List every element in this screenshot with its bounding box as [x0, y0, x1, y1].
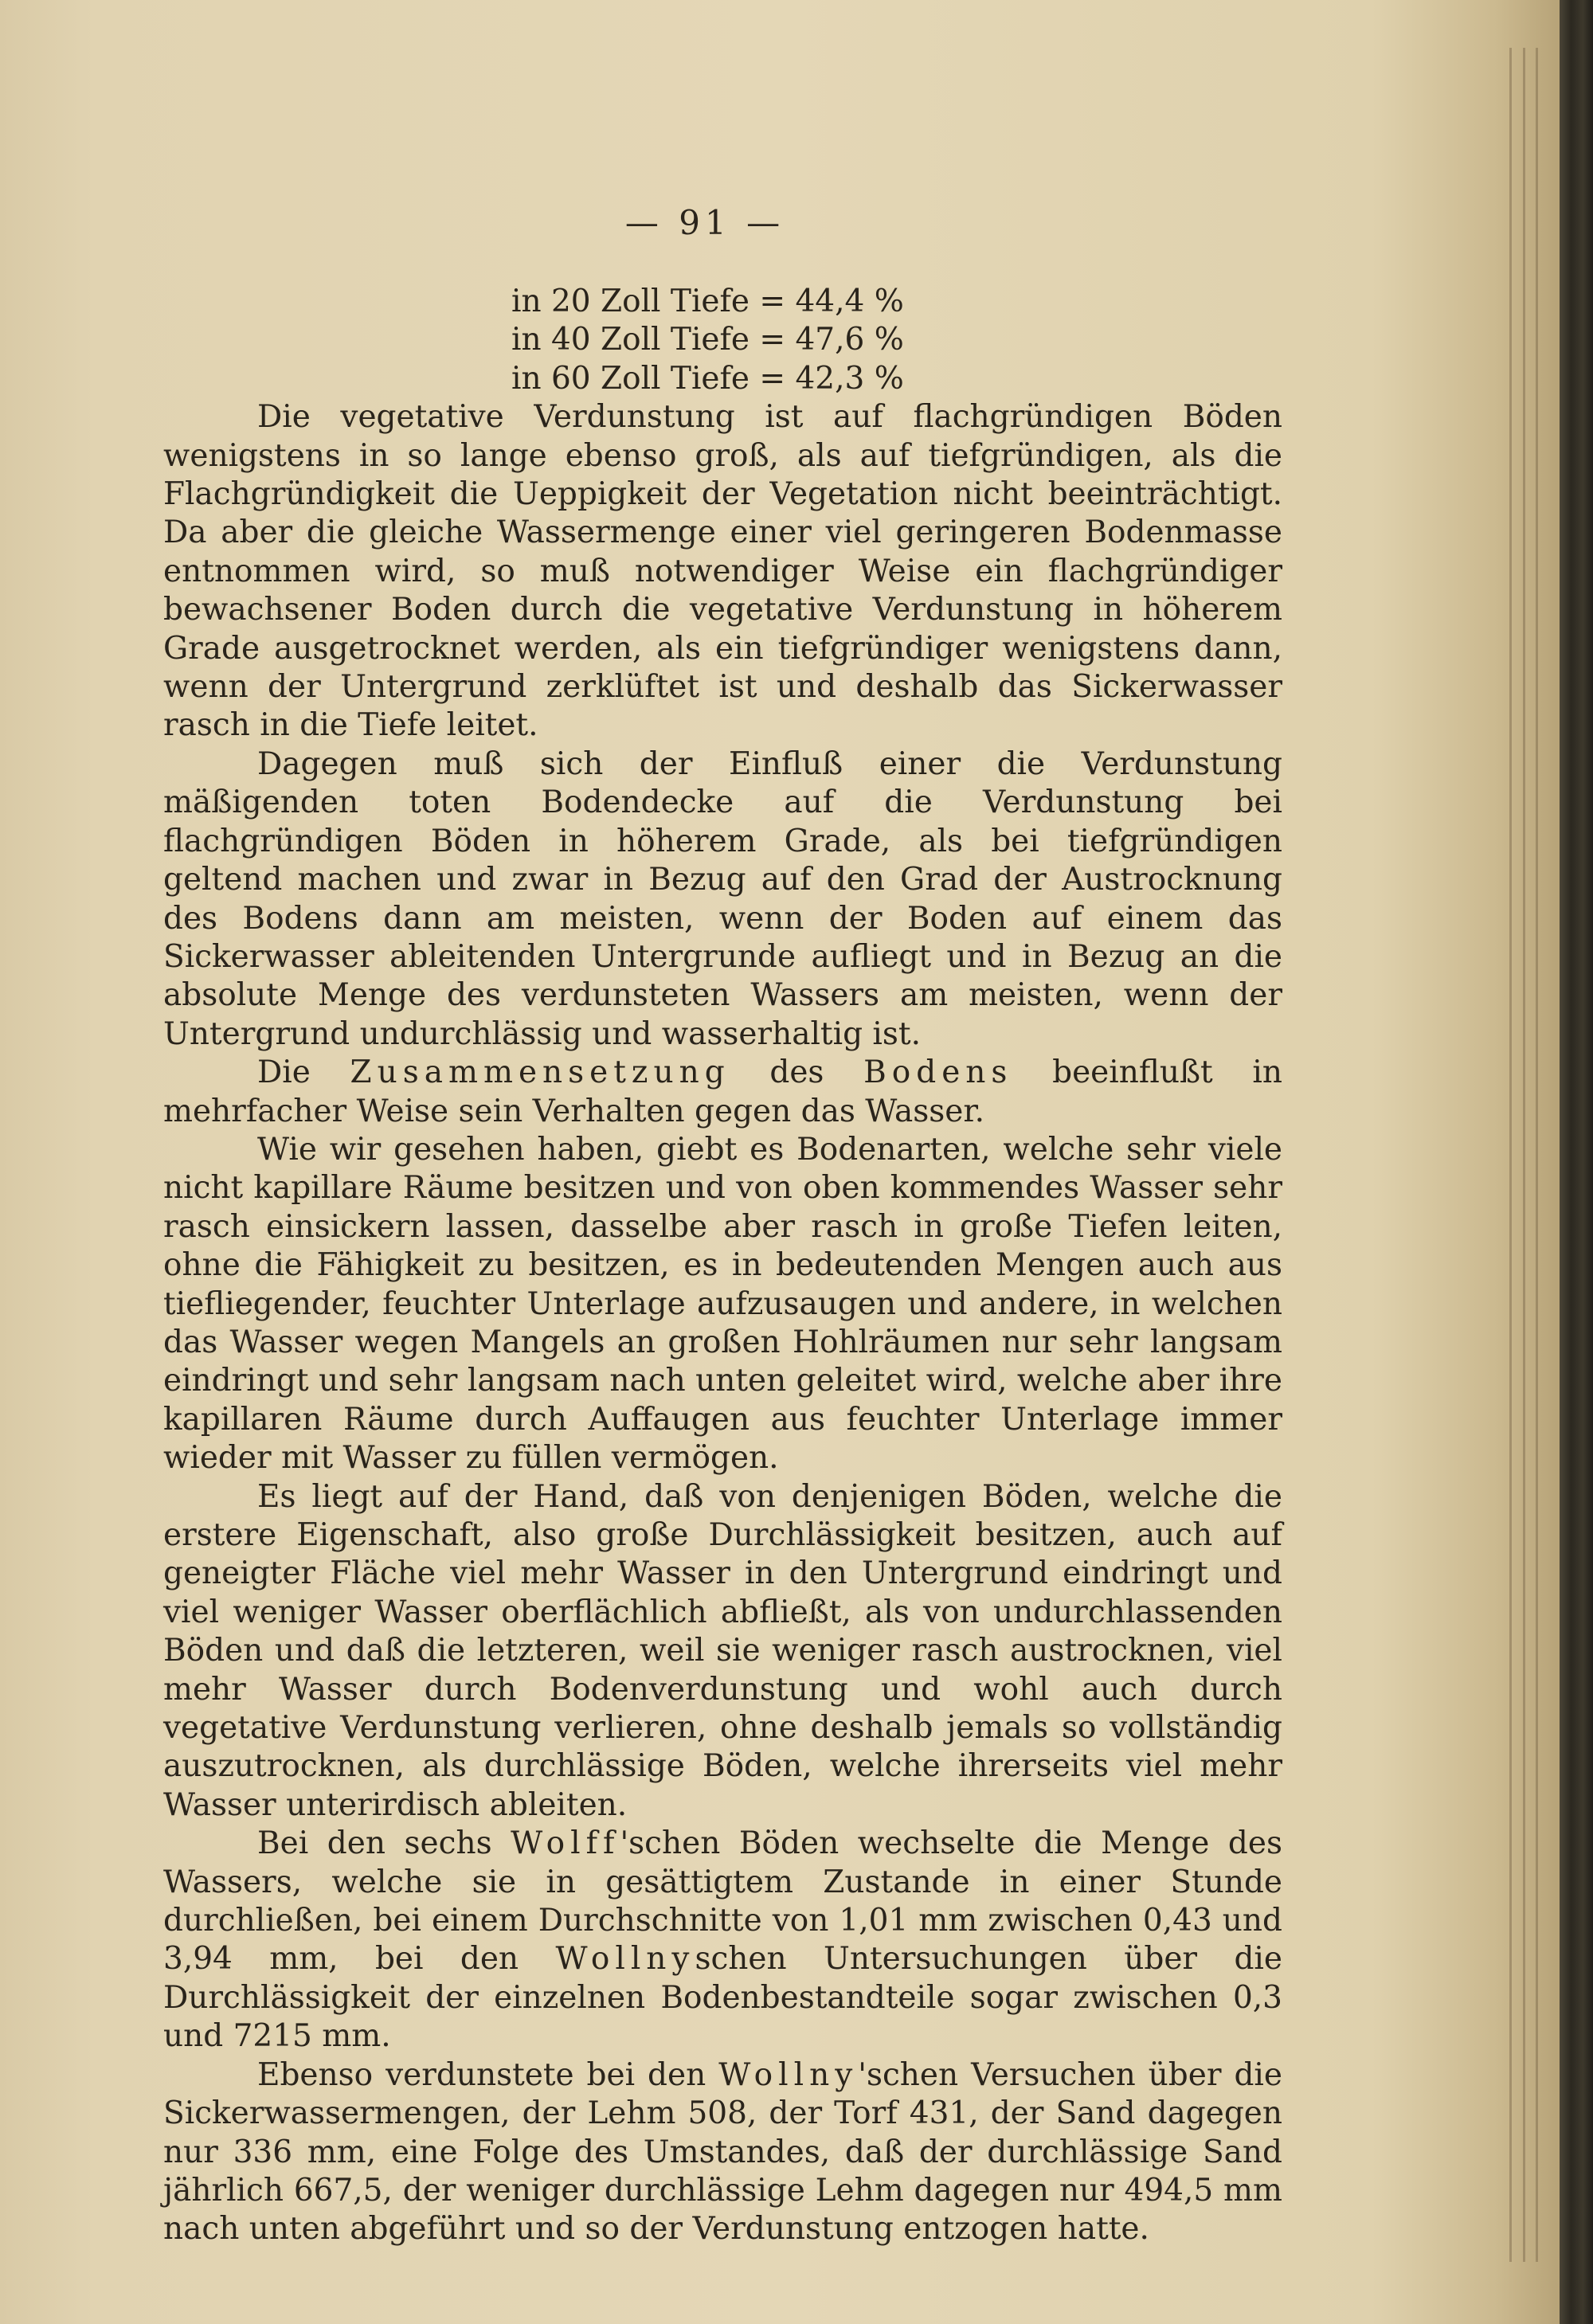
emphasized-term: Zusammensetzung: [350, 1054, 730, 1091]
text-run: des: [769, 1054, 824, 1091]
measurement-line: in 20 Zoll Tiefe = 44,4 %: [511, 284, 904, 319]
text-run: 'schen Versuchen über die Sickerwassermengen, der Lehm 508, der Torf 431, der Sand dagegen nur 336 mm, eine Folge des Umstandes, daß der durchlässige Sand jährlich 667,5, der weniger durchlässige Lehm dagegen nur 494,5 mm nach unten abgeführt und so der Verdunstung entzogen hatte.: [163, 2056, 1282, 2248]
paragraph-vegetative-verdunstung: Die vegetative Verdunstung ist auf flachgründigen Böden wenigstens in so lange ebenso groß, als auf tiefgründigen, als die Flachgründigkeit die Ueppigkeit der Vegetation nicht beeinträchtigt. Da aber die gleiche Wassermenge einer viel geringeren Bodenmasse entnommen wird, so muß notwendiger Weise ein flachgründiger bewachsener Boden durch die vegetative Verdunstung in höherem Grade ausgetrocknet werden, als ein tiefgründiger wenigstens dann, wenn der Untergrund zerklüftet ist und deshalb das Sickerwasser rasch in die Tiefe leitet.: [163, 399, 1282, 744]
text-run: Bei den sechs: [257, 1825, 492, 1862]
paragraph-zusammensetzung: [163, 1054, 1282, 1131]
paragraph-bodenarten: Wie wir gesehen haben, giebt es Bodenarten, welche sehr viele nicht kapillare Räume besitzen und von oben kommendes Wasser sehr rasch einsickern lassen, dasselbe aber rasch in große Tiefen leiten, ohne die Fähigkeit zu besitzen, es in bedeutenden Mengen auch aus tiefliegender, feuchter Unterlage aufzusaugen und andere, in welchen das Wasser wegen Mangels an großen Hohlräumen nur sehr langsam eindringt und sehr langsam nach unten geleitet wird, welche aber ihre kapillaren Räume durch Auffaugen aus feuchter Unterlage immer wieder mit Wasser zu füllen vermögen.: [163, 1131, 1282, 1477]
text-run: 'schen Böden wechselte die Menge des Wassers, welche sie in gesättigtem Zustande in einer Stunde durchließen, bei einem Durchschnitte von 1,01 mm zwischen 0,43 und 3,94 mm, bei den: [163, 1825, 1282, 1978]
page-body: [163, 283, 1282, 2249]
author-name: Wollny: [555, 1941, 695, 1978]
author-name: Wolff: [511, 1825, 620, 1862]
text-run: Ebenso verdunstete bei den: [257, 2056, 706, 2093]
measurement-line: in 60 Zoll Tiefe = 42,3 %: [511, 360, 904, 397]
paragraph-wollny-versuche: [163, 2056, 1282, 2249]
book-binding-edge: [1560, 0, 1593, 2324]
paragraph-bodendecke: Dagegen muß sich der Einfluß einer die Verdunstung mäßigenden toten Bodendecke auf die Verdunstung bei flachgründigen Böden in höherem Grade, als bei tiefgründigen geltend machen und zwar in Bezug auf den Grad der Austrocknung des Bodens dann am meisten, wenn der Boden auf einem das Sickerwasser ableitenden Untergrunde aufliegt und in Bezug an die absolute Menge des verdunsteten Wassers am meisten, wenn der Untergrund undurchlässig und wasserhaltig ist.: [163, 745, 1282, 1052]
text-run: schen Untersuchungen über die Durchlässigkeit der einzelnen Bodenbestandteile sogar zwischen 0,3 und 7215 mm.: [163, 1941, 1282, 2055]
measurement-line: in 40 Zoll Tiefe = 47,6 %: [511, 322, 904, 358]
page-edge-line: [1509, 48, 1512, 2262]
page-edge-line: [1536, 48, 1538, 2262]
page-edge-line: [1523, 48, 1525, 2262]
paragraph-durchlaessigkeit: Es liegt auf der Hand, daß von denjenigen Böden, welche die erstere Eigenschaft, also große Durchlässigkeit besitzen, auch auf geneigter Fläche viel mehr Wasser in den Untergrund eindringt und viel weniger Wasser oberflächlich abfließt, als von undurchlassenden Böden und daß die letzteren, weil sie weniger rasch austrocknen, viel mehr Wasser durch Bodenverdunstung und wohl auch durch vegetative Verdunstung verlieren, ohne deshalb jemals so vollständig auszutrocknen, als durchlässige Böden, welche ihrerseits viel mehr Wasser unterirdisch ableiten.: [163, 1478, 1282, 1823]
paragraph-wolff-boeden: [163, 1825, 1282, 2056]
emphasized-term: Bodens: [863, 1054, 1013, 1091]
text-run: Die: [257, 1054, 311, 1091]
page-number: — 91 —: [624, 203, 785, 242]
author-name: Wollny: [718, 2056, 859, 2093]
text-run: beeinflußt in mehrfacher Weise sein Verhalten gegen das Wasser.: [163, 1054, 1282, 1129]
